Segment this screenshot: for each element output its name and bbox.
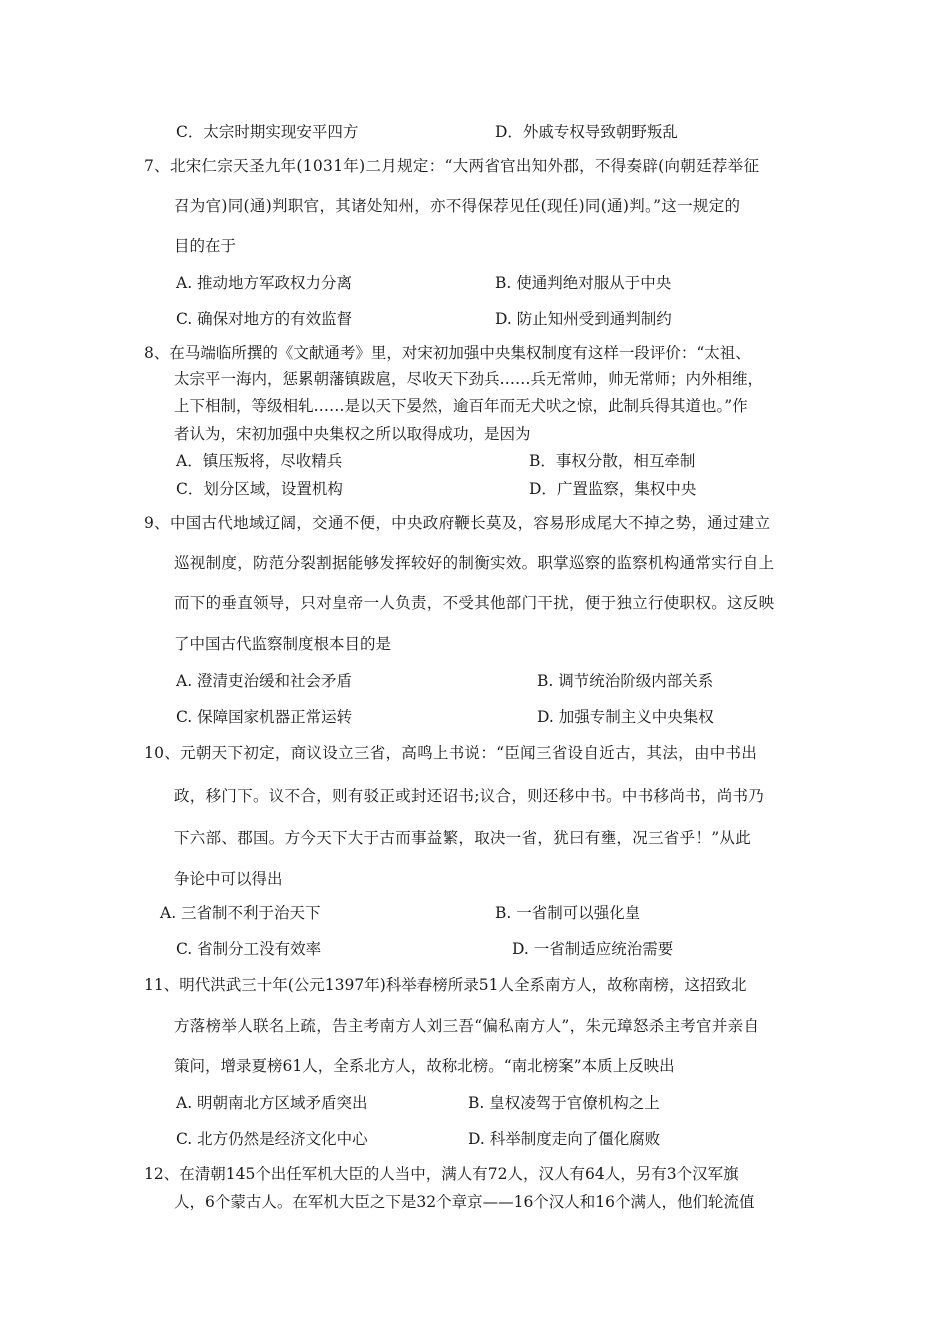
q10-option-d: D. 一省制适应统治需要 <box>512 940 674 958</box>
q8-option-a: A．镇压叛将，尽收精兵 <box>176 452 343 470</box>
q10-stem-line-4: 争论中可以得出 <box>174 870 283 888</box>
q11-option-a: A. 明朝南北方区域矛盾突出 <box>176 1094 368 1112</box>
q12-stem-line-1: 12、在清朝145个出任军机大臣的人当中，满人有72人，汉人有64人，另有3个汉军旗 <box>144 1165 739 1183</box>
q10-stem-line-3: 下六部、郡国。方今天下大于古而事益繁，取决一省，犹曰有壅，况三省乎！”从此 <box>174 829 752 847</box>
q9-option-a: A. 澄清吏治缓和社会矛盾 <box>176 672 353 690</box>
q9-stem-line-1: 9、中国古代地域辽阔，交通不便，中央政府鞭长莫及，容易形成尾大不掉之势，通过建立 <box>144 514 771 532</box>
q6-option-c: C．太宗时期实现安平四方 <box>176 123 359 141</box>
q6-option-d: D．外戚专权导致朝野叛乱 <box>495 123 678 141</box>
q11-option-b: B. 皇权凌驾于官僚机构之上 <box>468 1094 660 1112</box>
q9-stem-line-2: 巡视制度，防范分裂割据能够发挥较好的制衡实效。职掌巡察的监察机构通常实行自上 <box>174 554 775 572</box>
q10-stem-line-1: 10、元朝天下初定，商议设立三省，高鸣上书说：“臣闻三省设自近古，其法，由中书出 <box>144 744 758 762</box>
q11-stem-line-3: 策问，增录夏榜61人，全系北方人，故称北榜。“南北榜案”本质上反映出 <box>174 1057 675 1075</box>
q7-stem-line-3: 目的在于 <box>174 237 237 255</box>
q11-option-c: C. 北方仍然是经济文化中心 <box>176 1130 368 1148</box>
q9-stem-line-3: 而下的垂直领导，只对皇帝一人负责，不受其他部门干扰，便于独立行使职权。这反映 <box>174 594 775 612</box>
q10-option-a: A. 三省制不利于治天下 <box>160 904 321 922</box>
q8-stem-line-2: 太宗平一海内，惩累朝藩镇跋扈，尽收天下劲兵……兵无常帅，帅无常师；内外相维， <box>174 370 764 388</box>
q11-option-d: D. 科举制度走向了僵化腐败 <box>468 1130 661 1148</box>
q7-option-d: D. 防止知州受到通判制约 <box>495 310 672 328</box>
q10-option-c: C. 省制分工没有效率 <box>176 940 322 958</box>
q7-stem-line-1: 7、北宋仁宗天圣九年(1031年)二月规定：“大两省官出知外郡，不得奏辟(向朝廷荐举征 <box>144 157 760 175</box>
q9-option-c: C. 保障国家机器正常运转 <box>176 708 353 726</box>
q8-stem-line-3: 上下相制，等级相轧……是以天下晏然，逾百年而无犬吠之惊，此制兵得其道也。”作 <box>174 397 748 415</box>
q10-stem-line-2: 政，移门下。议不合，则有驳正或封还诏书;议合，则还移中书。中书移尚书，尚书乃 <box>174 787 765 805</box>
q7-stem-line-2: 召为官)同(通)判职官，其诸处知州，亦不得保荐见任(现任)同(通)判。”这一规定的 <box>174 197 741 215</box>
q9-option-d: D. 加强专制主义中央集权 <box>537 708 714 726</box>
q8-stem-line-4: 者认为，宋初加强中央集权之所以取得成功，是因为 <box>174 425 531 443</box>
q7-option-b: B. 使通判绝对服从于中央 <box>495 274 672 292</box>
q10-option-b: B. 一省制可以强化皇 <box>495 904 641 922</box>
q8-option-d: D．广置监察，集权中央 <box>529 480 697 498</box>
q8-stem-line-1: 8、在马端临所撰的《文献通考》里，对宋初加强中央集权制度有这样一段评价：“太祖、 <box>144 344 751 362</box>
q7-option-c: C. 确保对地方的有效监督 <box>176 310 353 328</box>
q12-stem-line-2: 人，6个蒙古人。在军机大臣之下是32个章京——16个汉人和16个满人，他们轮流值 <box>174 1193 755 1211</box>
q8-option-c: C．划分区域，设置机构 <box>176 480 343 498</box>
q11-stem-line-1: 11、明代洪武三十年(公元1397年)科举春榜所录51人全系南方人，故称南榜，这招致北 <box>144 976 747 994</box>
q9-stem-line-4: 了中国古代监察制度根本目的是 <box>174 635 392 653</box>
q8-option-b: B．事权分散，相互牵制 <box>529 452 696 470</box>
q7-option-a: A. 推动地方军政权力分离 <box>176 274 353 292</box>
q9-option-b: B. 调节统治阶级内部关系 <box>537 672 714 690</box>
q11-stem-line-2: 方落榜举人联名上疏，告主考南方人刘三吾“偏私南方人”，朱元璋怒杀主考官并亲自 <box>174 1017 760 1035</box>
